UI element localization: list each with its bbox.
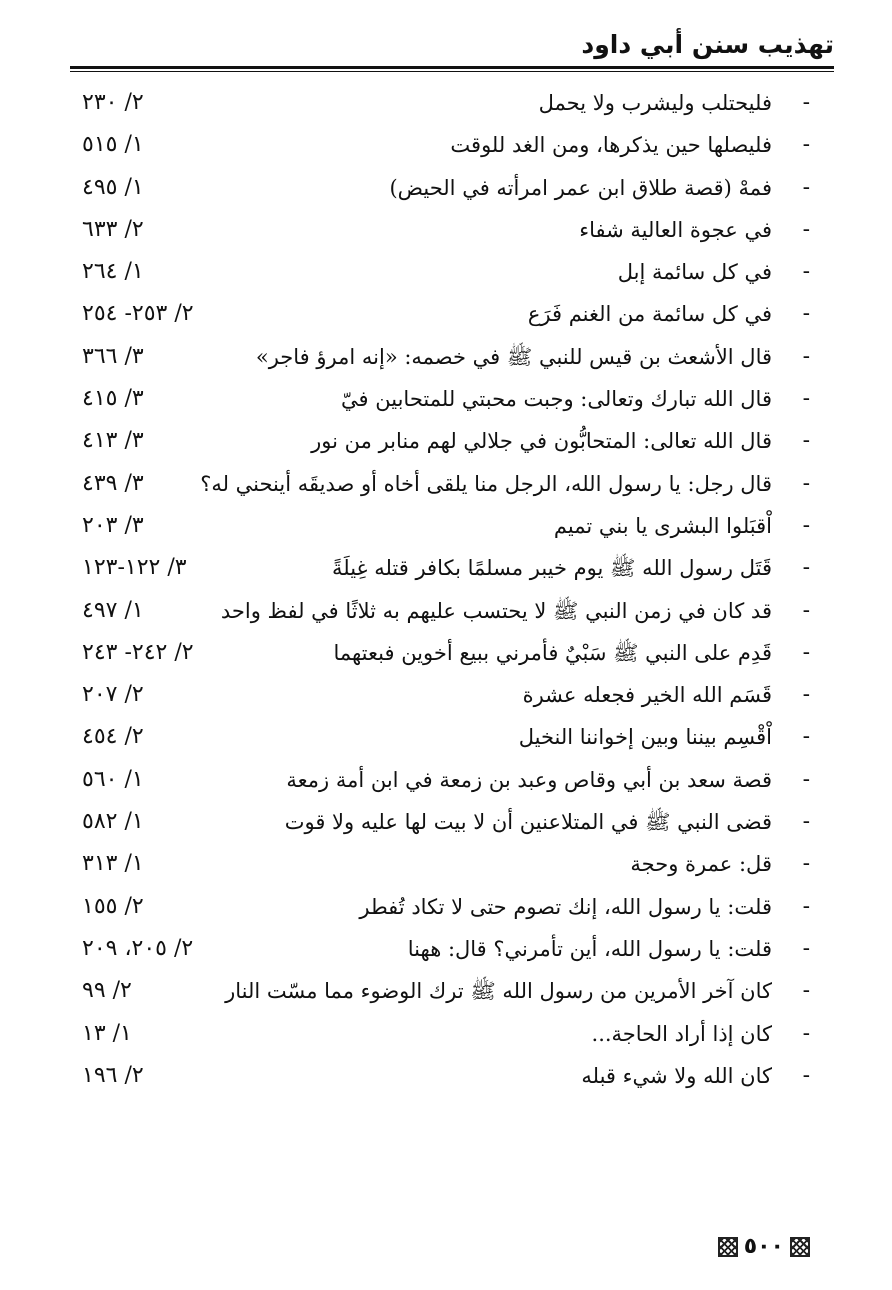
- index-entry: [82, 463, 810, 505]
- index-entry: [82, 251, 810, 293]
- entry-reference: ١/ ٤٩٧: [82, 597, 144, 623]
- index-entry: [82, 674, 810, 716]
- entry-dash: -: [802, 343, 810, 369]
- entry-phrase: قلت: يا رسول الله، أين تأمرني؟ قال: ههنا: [407, 936, 772, 961]
- entry-dash: -: [802, 1062, 810, 1088]
- entry-reference: ٢/ ٩٩: [82, 978, 132, 1004]
- index-entry: [82, 886, 810, 928]
- entry-dash: -: [802, 301, 810, 327]
- index-entry: [82, 1013, 810, 1055]
- entry-reference: ٣/ ٢٠٣: [82, 512, 144, 538]
- index-entry: [82, 1055, 810, 1097]
- entry-phrase: في كل سائمة إبل: [617, 260, 772, 285]
- index-entry: [82, 124, 810, 166]
- entry-phrase: قلت: يا رسول الله، إنك تصوم حتى لا تكاد تُفطر: [359, 894, 772, 919]
- entry-phrase: قال الله تعالى: المتحابُّون في جلالي لهم منابر من نور: [311, 429, 772, 454]
- entry-reference: ٢/ ٢٠٥، ٢٠٩: [82, 935, 194, 961]
- entry-reference: ١/ ٣١٣: [82, 851, 144, 877]
- entry-phrase: كان الله ولا شيء قبله: [581, 1063, 772, 1088]
- header-rule-thick: [70, 66, 834, 69]
- entry-reference: ١/ ١٣: [82, 1020, 132, 1046]
- entry-dash: -: [802, 216, 810, 242]
- entry-phrase: قد كان في زمن النبي ﷺ لا يحتسب عليهم به ثلاثًا في لفظ واحد: [220, 598, 772, 623]
- entry-dash: -: [802, 386, 810, 412]
- entry-phrase: فليحتلب وليشرب ولا يحمل: [538, 91, 772, 115]
- entry-dash: -: [802, 555, 810, 581]
- entry-phrase: قصة سعد بن أبي وقاص وعبد بن زمعة في ابن أمة زمعة: [286, 767, 772, 792]
- entry-reference: ٢/ ٢٥٣- ٢٥٤: [82, 301, 194, 327]
- entry-dash: -: [802, 470, 810, 496]
- entry-dash: -: [802, 512, 810, 538]
- square-ornament-icon: [790, 1237, 810, 1257]
- index-entry: [82, 801, 810, 843]
- index-entry: [82, 293, 810, 335]
- entry-phrase: كان إذا أراد الحاجة...: [591, 1021, 772, 1046]
- entry-reference: ٣/ ١٢٢-١٢٣: [82, 555, 187, 581]
- entry-phrase: قل: عمرة وحجة: [630, 852, 772, 877]
- entry-reference: ٢/ ٢٤٢- ٢٤٣: [82, 639, 194, 665]
- running-title: تهذيب سنن أبي داود: [581, 30, 834, 59]
- entry-phrase: في عجوة العالية شفاء: [579, 217, 772, 242]
- index-entry: [82, 716, 810, 758]
- entry-dash: -: [802, 766, 810, 792]
- entry-reference: ٢/ ٦٣٣: [82, 216, 144, 242]
- header-rule-thin: [70, 71, 834, 72]
- index-entry: [82, 547, 810, 589]
- entry-dash: -: [802, 682, 810, 708]
- entry-phrase: قَتَل رسول الله ﷺ يوم خيبر مسلمًا بكافر قتله غِيلَةً: [331, 556, 772, 581]
- entry-dash: -: [802, 259, 810, 285]
- entry-dash: -: [802, 174, 810, 200]
- entry-dash: -: [802, 893, 810, 919]
- entry-phrase: اْقبَلوا البشرى يا بني تميم: [553, 513, 772, 538]
- entry-dash: -: [802, 935, 810, 961]
- index-entry: [82, 970, 810, 1012]
- index-entry: [82, 209, 810, 251]
- entry-phrase: في كل سائمة من الغنم فَرَع: [527, 302, 772, 327]
- entry-reference: ٢/ ١٥٥: [82, 893, 144, 919]
- entry-phrase: فليصلها حين يذكرها، ومن الغد للوقت: [450, 133, 772, 158]
- page-header: [70, 28, 834, 68]
- entry-dash: -: [802, 639, 810, 665]
- entry-dash: -: [802, 597, 810, 623]
- index-entry: [82, 167, 810, 209]
- entry-dash: -: [802, 90, 810, 115]
- index-entry: [82, 82, 810, 124]
- index-entry: [82, 590, 810, 632]
- entry-phrase: قال رجل: يا رسول الله، الرجل منا يلقى أخاه أو صديقَه أينحني له؟: [200, 471, 772, 496]
- entry-dash: -: [802, 132, 810, 158]
- entry-phrase: كان آخر الأمرين من رسول الله ﷺ ترك الوضوء مما مسّت النار: [225, 979, 772, 1004]
- entry-reference: ٣/ ٤١٣: [82, 428, 144, 454]
- entry-phrase: قضى النبي ﷺ في المتلاعنين أن لا بيت لها عليه ولا قوت: [284, 810, 772, 835]
- page-number: ٥٠٠: [743, 1234, 784, 1259]
- entry-dash: -: [802, 978, 810, 1004]
- square-ornament-icon: [718, 1237, 738, 1257]
- page-footer: [718, 1232, 810, 1262]
- entry-reference: ١/ ٥٨٢: [82, 809, 144, 835]
- entry-reference: ٣/ ٤٣٩: [82, 470, 144, 496]
- entry-reference: ٢/ ٤٥٤: [82, 724, 144, 750]
- entry-reference: ١/ ٤٩٥: [82, 174, 144, 200]
- entry-phrase: قَسَم الله الخير فجعله عشرة: [522, 683, 772, 708]
- index-entry: [82, 336, 810, 378]
- entry-dash: -: [802, 1020, 810, 1046]
- entry-reference: ١/ ٢٦٤: [82, 259, 144, 285]
- entry-dash: -: [802, 724, 810, 750]
- entry-reference: ١/ ٥١٥: [82, 132, 144, 158]
- index-entry: [82, 928, 810, 970]
- entry-reference: ٣/ ٣٦٦: [82, 343, 144, 369]
- entry-phrase: قَدِم على النبي ﷺ سَبْيٌ فأمرني ببيع أخوين فبعتهما: [333, 640, 772, 665]
- entry-reference: ٢/ ٢٠٧: [82, 682, 144, 708]
- index-entry: [82, 759, 810, 801]
- entry-reference: ٣/ ٤١٥: [82, 386, 144, 412]
- entry-phrase: قال الله تبارك وتعالى: وجبت محبتي للمتحابين فيّ: [341, 387, 772, 412]
- index-entry: [82, 420, 810, 462]
- entry-reference: ٢/ ٢٣٠: [82, 90, 144, 115]
- index-entry: [82, 632, 810, 674]
- entry-phrase: فمهْ (قصة طلاق ابن عمر امرأته في الحيض): [389, 175, 772, 200]
- entry-reference: ١/ ٥٦٠: [82, 766, 144, 792]
- hadith-index-list: [82, 82, 810, 1097]
- entry-reference: ٢/ ١٩٦: [82, 1062, 144, 1088]
- entry-dash: -: [802, 809, 810, 835]
- entry-phrase: قال الأشعث بن قيس للنبي ﷺ في خصمه: «إنه امرؤ فاجر»: [255, 344, 772, 369]
- index-entry: [82, 505, 810, 547]
- entry-phrase: اْقْسِم بيننا وبين إخواننا النخيل: [518, 725, 772, 750]
- index-entry: [82, 843, 810, 885]
- entry-dash: -: [802, 428, 810, 454]
- index-entry: [82, 378, 810, 420]
- entry-dash: -: [802, 851, 810, 877]
